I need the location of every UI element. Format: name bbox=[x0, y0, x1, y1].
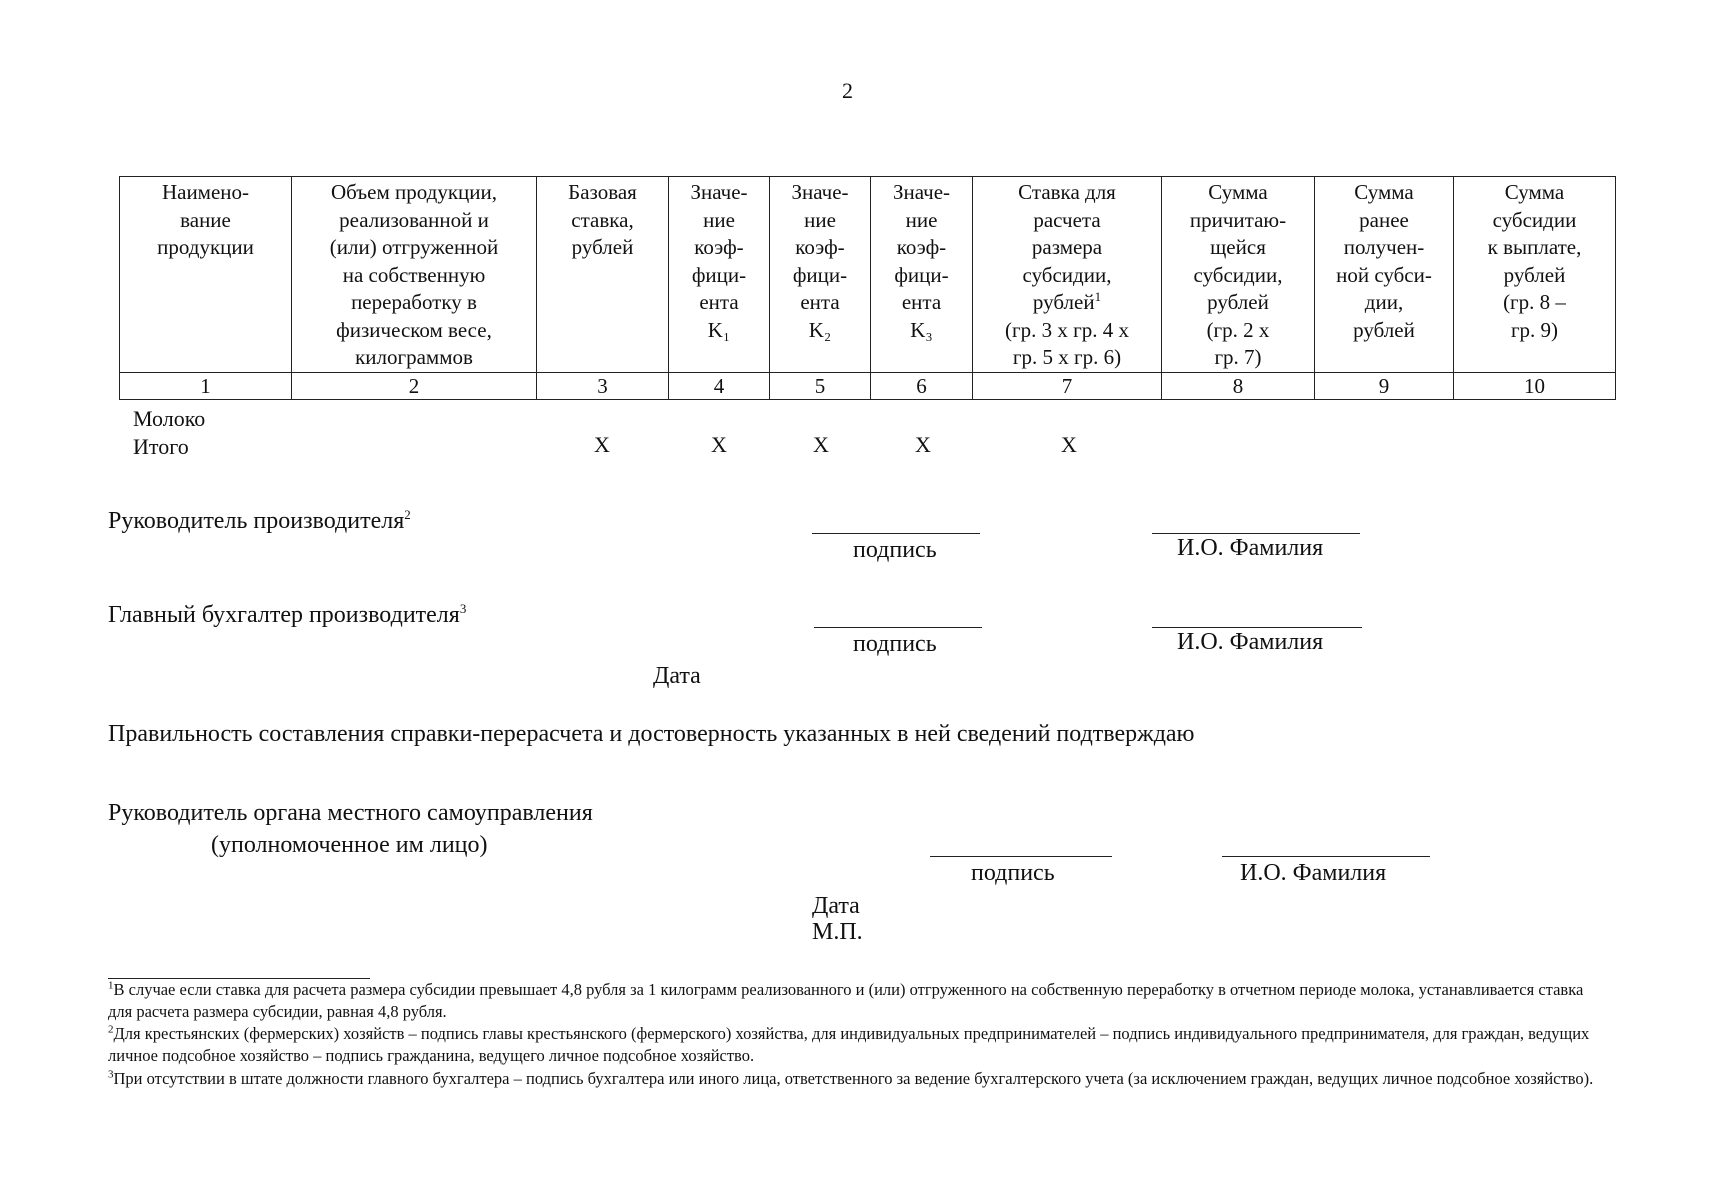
subsidy-recalculation-table bbox=[119, 176, 1616, 400]
column-number: 9 bbox=[1315, 372, 1454, 399]
footnote-text: При отсутствии в штате должности главного бухгалтера – подпись бухгалтера или иного лица, ответственного за ведение бухгалтерского учета (за исключением граждан, ведущих личное подсобное хозяйство). bbox=[113, 1069, 1594, 1088]
header-payable-subsidy: Сумма субсидии к выплате, рублей (гр. 8 – гр. 9) bbox=[1454, 177, 1616, 373]
footnote-2 bbox=[108, 1023, 1598, 1067]
column-number: 4 bbox=[669, 372, 770, 399]
footnote-mark: 3 bbox=[108, 1068, 114, 1081]
authority-role-line2: (уполномоченное им лицо) bbox=[211, 832, 488, 858]
header-volume: Объем продукции, реализованной и (или) отгруженной на собственную переработку в физическом весе, килограммов bbox=[292, 177, 537, 373]
column-number-row bbox=[120, 372, 1616, 399]
footnote-text: В случае если ставка для расчета размера субсидии превышает 4,8 рубля за 1 килограмм реализованного и (или) отгруженного на собственную переработку в отчетном периоде молока, устанавливается ставка для расчета размера субсидии, равная 4,8 рубля. bbox=[108, 980, 1584, 1021]
footnote-3 bbox=[108, 1068, 1598, 1090]
column-number: 3 bbox=[537, 372, 669, 399]
footnote-ref-2: 2 bbox=[404, 507, 411, 522]
table-header-row bbox=[120, 177, 1616, 373]
footnote-text: Для крестьянских (фермерских) хозяйств – подпись главы крестьянского (фермерского) хозяйства, для индивидуальных предпринимателей – подпись индивидуального предпринимателя, для граждан, ведущих личное подсобное хозяйство – подпись гражданина, ведущего личное подсобное хозяйство. bbox=[108, 1024, 1590, 1065]
name-line[interactable] bbox=[1152, 627, 1362, 628]
header-k1: Значе- ние коэф- фици- ента K₁ bbox=[669, 177, 770, 373]
confirmation-statement: Правильность составления справки-перерасчета и достоверность указанных в ней сведений подтверждаю bbox=[108, 721, 1195, 747]
signer-chief-accountant bbox=[108, 602, 466, 629]
total-cell-k2: X bbox=[813, 432, 829, 457]
header-product-name: Наимено- вание продукции bbox=[120, 177, 292, 373]
column-number: 6 bbox=[871, 372, 973, 399]
header-k3: Значе- ние коэф- фици- ента K₃ bbox=[871, 177, 973, 373]
signature-caption: подпись bbox=[853, 631, 937, 657]
header-subsidy-rate-formula: (гр. 3 x гр. 4 x гр. 5 x гр. 6) bbox=[1005, 317, 1129, 369]
name-caption: И.О. Фамилия bbox=[1177, 535, 1324, 561]
signature-line[interactable] bbox=[814, 627, 982, 628]
row-label-total: Итого bbox=[133, 434, 189, 459]
column-number: 5 bbox=[770, 372, 871, 399]
footnote-mark: 2 bbox=[108, 1023, 114, 1036]
header-subsidy-rate-label: Ставка для расчета размера субсидии, рублей bbox=[1018, 180, 1116, 314]
column-number: 10 bbox=[1454, 372, 1616, 399]
total-cell-subsidy-rate: X bbox=[1061, 432, 1077, 457]
footnote-1 bbox=[108, 979, 1598, 1023]
header-k2: Значе- ние коэф- фици- ента K₂ bbox=[770, 177, 871, 373]
total-cell-k1: X bbox=[711, 432, 727, 457]
date-label: Дата bbox=[812, 893, 860, 919]
footnote-ref-1: 1 bbox=[1094, 289, 1102, 304]
page-number: 2 bbox=[842, 78, 853, 103]
signature-caption: подпись bbox=[853, 537, 937, 563]
header-subsidy-rate bbox=[973, 177, 1162, 373]
signer-accountant-label: Главный бухгалтер производителя bbox=[108, 602, 460, 628]
signature-caption: подпись bbox=[971, 860, 1055, 886]
signer-head-label: Руководитель производителя bbox=[108, 508, 405, 534]
seal-label: М.П. bbox=[812, 919, 863, 945]
column-number: 7 bbox=[973, 372, 1162, 399]
column-number: 8 bbox=[1162, 372, 1315, 399]
header-base-rate: Базовая ставка, рублей bbox=[537, 177, 669, 373]
header-received-subsidy: Сумма ранее получен- ной субси- дии, рублей bbox=[1315, 177, 1454, 373]
authority-role-line1: Руководитель органа местного самоуправления bbox=[108, 800, 593, 826]
total-cell-base-rate: X bbox=[594, 432, 610, 457]
footnote-mark: 1 bbox=[108, 979, 114, 992]
total-cell-k3: X bbox=[915, 432, 931, 457]
name-caption: И.О. Фамилия bbox=[1240, 860, 1387, 886]
footnote-ref-3: 3 bbox=[459, 601, 467, 616]
signer-head-producer bbox=[108, 508, 411, 535]
column-number: 1 bbox=[120, 372, 292, 399]
name-line[interactable] bbox=[1152, 533, 1360, 534]
row-label-milk: Молоко bbox=[133, 406, 206, 431]
name-line[interactable] bbox=[1222, 856, 1430, 857]
column-number: 2 bbox=[292, 372, 537, 399]
signature-line[interactable] bbox=[812, 533, 980, 534]
date-label: Дата bbox=[653, 663, 701, 689]
header-due-subsidy: Сумма причитаю- щейся субсидии, рублей (гр. 2 x гр. 7) bbox=[1162, 177, 1315, 373]
signature-line[interactable] bbox=[930, 856, 1112, 857]
name-caption: И.О. Фамилия bbox=[1177, 629, 1324, 655]
